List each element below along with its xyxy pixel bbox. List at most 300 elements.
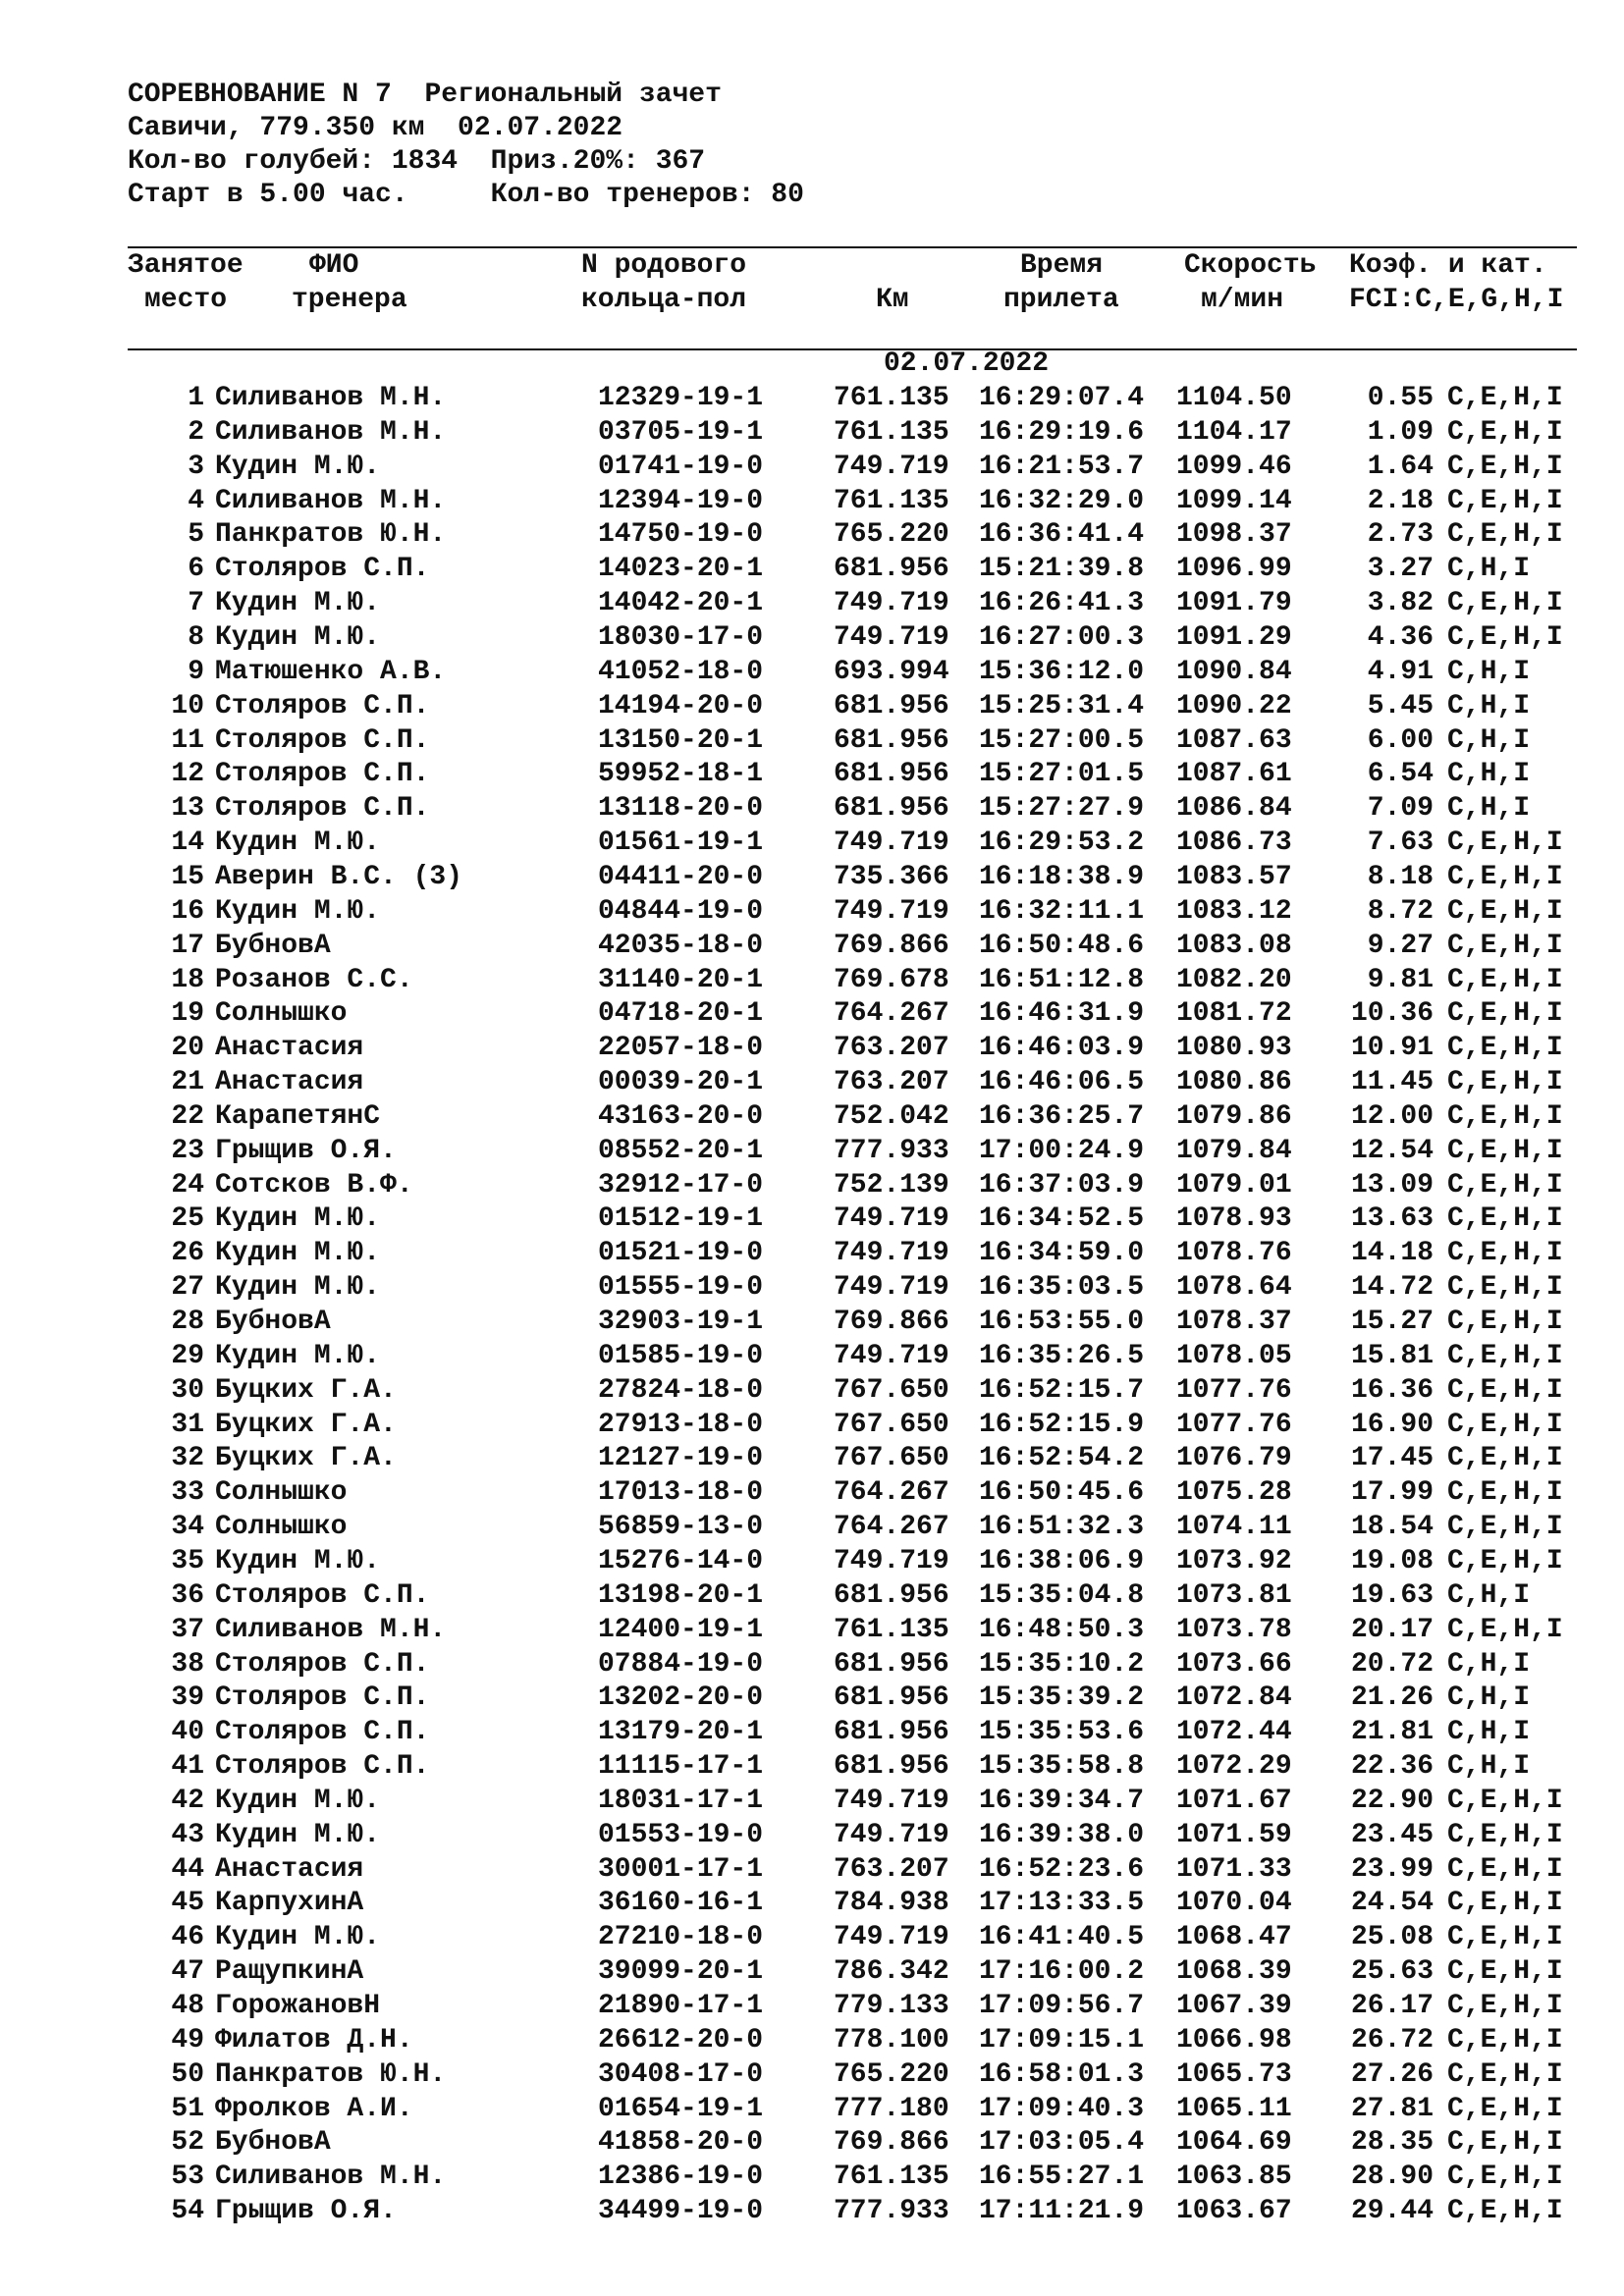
distance-cell: 681.956 bbox=[834, 793, 949, 825]
distance-cell: 767.650 bbox=[834, 1443, 949, 1474]
arrival-time-cell: 15:35:53.6 bbox=[979, 1717, 1145, 1748]
pigeon-count: Кол-во голубей: 1834 Приз.20%: 367 bbox=[128, 146, 706, 177]
distance-cell: 735.366 bbox=[834, 861, 949, 892]
coefficient-cell: 7.09 bbox=[1367, 793, 1434, 825]
category-cell: C,E,H,I bbox=[1447, 588, 1563, 619]
distance-cell: 777.933 bbox=[834, 1135, 949, 1166]
category-cell: C,E,H,I bbox=[1447, 1307, 1563, 1337]
trainer-name-cell: Кудин М.Ю. bbox=[215, 828, 381, 858]
ring-number-cell: 39099-20-1 bbox=[598, 1956, 764, 1988]
ring-number-cell: 08552-20-1 bbox=[598, 1135, 764, 1166]
ring-number-cell: 12329-19-1 bbox=[598, 383, 764, 413]
arrival-time-cell: 15:35:04.8 bbox=[979, 1579, 1145, 1611]
arrival-time-cell: 16:51:32.3 bbox=[979, 1512, 1145, 1542]
distance-cell: 752.139 bbox=[834, 1169, 949, 1201]
distance-cell: 681.956 bbox=[834, 1648, 949, 1680]
trainer-name-cell: Грыщив О.Я. bbox=[215, 1135, 397, 1166]
trainer-name-cell: Фролков А.И. bbox=[215, 2093, 413, 2124]
ring-number-cell: 18030-17-0 bbox=[598, 622, 764, 653]
trainer-name-cell: КарпухинА bbox=[215, 1888, 364, 1919]
table-row bbox=[0, 1545, 1624, 1579]
distance-cell: 769.866 bbox=[834, 1307, 949, 1337]
ring-number-cell: 34499-19-0 bbox=[598, 2196, 764, 2227]
table-row bbox=[0, 1921, 1624, 1955]
place-cell: 25 bbox=[171, 1203, 204, 1235]
table-row bbox=[0, 2058, 1624, 2093]
category-cell: C,E,H,I bbox=[1447, 451, 1563, 482]
category-cell: C,E,H,I bbox=[1447, 1100, 1563, 1132]
place-cell: 52 bbox=[171, 2127, 204, 2159]
distance-cell: 749.719 bbox=[834, 1922, 949, 1953]
category-cell: C,E,H,I bbox=[1447, 519, 1563, 551]
arrival-time-cell: 16:21:53.7 bbox=[979, 451, 1145, 482]
speed-cell: 1082.20 bbox=[1176, 964, 1292, 995]
category-cell: C,E,H,I bbox=[1447, 1853, 1563, 1885]
speed-cell: 1072.84 bbox=[1176, 1682, 1292, 1714]
ring-number-cell: 04411-20-0 bbox=[598, 861, 764, 892]
trainer-name-cell: Столяров С.П. bbox=[215, 1751, 430, 1782]
speed-cell: 1083.08 bbox=[1176, 930, 1292, 961]
place-cell: 35 bbox=[171, 1545, 204, 1576]
trainer-name-cell: Столяров С.П. bbox=[215, 724, 430, 756]
table-row bbox=[0, 1887, 1624, 1921]
table-row bbox=[0, 2093, 1624, 2127]
arrival-time-cell: 15:21:39.8 bbox=[979, 554, 1145, 585]
distance-cell: 749.719 bbox=[834, 622, 949, 653]
distance-cell: 765.220 bbox=[834, 519, 949, 551]
trainer-name-cell: Силиванов М.Н. bbox=[215, 383, 447, 413]
speed-cell: 1086.73 bbox=[1176, 828, 1292, 858]
speed-cell: 1079.84 bbox=[1176, 1135, 1292, 1166]
table-row bbox=[0, 1682, 1624, 1716]
place-cell: 6 bbox=[188, 554, 204, 585]
speed-cell: 1078.05 bbox=[1176, 1340, 1292, 1371]
distance-cell: 749.719 bbox=[834, 1203, 949, 1235]
category-cell: C,E,H,I bbox=[1447, 1785, 1563, 1816]
coefficient-cell: 24.54 bbox=[1350, 1888, 1434, 1919]
ring-number-cell: 15276-14-0 bbox=[598, 1545, 764, 1576]
distance-cell: 681.956 bbox=[834, 1682, 949, 1714]
speed-cell: 1078.64 bbox=[1176, 1272, 1292, 1304]
coefficient-cell: 18.54 bbox=[1350, 1512, 1434, 1542]
distance-cell: 778.100 bbox=[834, 2024, 949, 2056]
table-row bbox=[0, 621, 1624, 656]
distance-cell: 693.994 bbox=[834, 656, 949, 687]
speed-cell: 1096.99 bbox=[1176, 554, 1292, 585]
place-cell: 38 bbox=[171, 1648, 204, 1680]
category-cell: C,H,I bbox=[1447, 759, 1531, 790]
trainer-name-cell: БубновА bbox=[215, 1307, 331, 1337]
category-cell: C,E,H,I bbox=[1447, 1169, 1563, 1201]
ring-number-cell: 13179-20-1 bbox=[598, 1717, 764, 1748]
coefficient-cell: 0.55 bbox=[1367, 383, 1434, 413]
table-row bbox=[0, 1750, 1624, 1785]
ring-number-cell: 14194-20-0 bbox=[598, 690, 764, 721]
arrival-time-cell: 16:46:03.9 bbox=[979, 1033, 1145, 1064]
trainer-name-cell: Солнышко bbox=[215, 1512, 348, 1542]
arrival-time-cell: 16:51:12.8 bbox=[979, 964, 1145, 995]
category-cell: C,H,I bbox=[1447, 1579, 1531, 1611]
trainer-name-cell: Силиванов М.Н. bbox=[215, 485, 447, 516]
col-place-header-1: Занятое bbox=[128, 250, 244, 281]
arrival-time-cell: 16:29:53.2 bbox=[979, 828, 1145, 858]
place-cell: 31 bbox=[171, 1409, 204, 1440]
distance-cell: 749.719 bbox=[834, 828, 949, 858]
category-cell: C,E,H,I bbox=[1447, 1545, 1563, 1576]
category-cell: C,H,I bbox=[1447, 1751, 1531, 1782]
trainer-name-cell: Буцких Г.А. bbox=[215, 1443, 397, 1474]
trainer-name-cell: БубновА bbox=[215, 2127, 331, 2159]
category-cell: C,E,H,I bbox=[1447, 1443, 1563, 1474]
ring-number-cell: 41858-20-0 bbox=[598, 2127, 764, 2159]
coefficient-cell: 13.09 bbox=[1350, 1169, 1434, 1201]
speed-cell: 1078.76 bbox=[1176, 1238, 1292, 1269]
trainer-name-cell: Филатов Д.Н. bbox=[215, 2024, 413, 2056]
ring-number-cell: 04844-19-0 bbox=[598, 895, 764, 927]
coefficient-cell: 6.00 bbox=[1367, 724, 1434, 756]
coefficient-cell: 29.44 bbox=[1350, 2196, 1434, 2227]
trainer-name-cell: Кудин М.Ю. bbox=[215, 1819, 381, 1850]
trainer-name-cell: Солнышко bbox=[215, 1477, 348, 1509]
speed-cell: 1099.14 bbox=[1176, 485, 1292, 516]
distance-cell: 749.719 bbox=[834, 588, 949, 619]
table-row bbox=[0, 1819, 1624, 1853]
category-cell: C,E,H,I bbox=[1447, 1033, 1563, 1064]
ring-number-cell: 01741-19-0 bbox=[598, 451, 764, 482]
category-cell: C,H,I bbox=[1447, 793, 1531, 825]
table-row bbox=[0, 1237, 1624, 1271]
category-cell: C,E,H,I bbox=[1447, 1991, 1563, 2021]
arrival-time-cell: 16:35:26.5 bbox=[979, 1340, 1145, 1371]
category-cell: C,E,H,I bbox=[1447, 2058, 1563, 2090]
table-row bbox=[0, 861, 1624, 895]
arrival-time-cell: 16:52:54.2 bbox=[979, 1443, 1145, 1474]
category-cell: C,E,H,I bbox=[1447, 964, 1563, 995]
coefficient-cell: 7.63 bbox=[1367, 828, 1434, 858]
table-row bbox=[0, 724, 1624, 759]
table-row bbox=[0, 758, 1624, 792]
distance-cell: 765.220 bbox=[834, 2058, 949, 2090]
arrival-time-cell: 16:34:52.5 bbox=[979, 1203, 1145, 1235]
place-cell: 16 bbox=[171, 895, 204, 927]
ring-number-cell: 13202-20-0 bbox=[598, 1682, 764, 1714]
category-cell: C,E,H,I bbox=[1447, 2127, 1563, 2159]
arrival-time-cell: 16:34:59.0 bbox=[979, 1238, 1145, 1269]
speed-cell: 1090.22 bbox=[1176, 690, 1292, 721]
table-row bbox=[0, 1271, 1624, 1306]
coefficient-cell: 9.81 bbox=[1367, 964, 1434, 995]
place-cell: 44 bbox=[171, 1853, 204, 1885]
place-cell: 48 bbox=[171, 1991, 204, 2021]
distance-cell: 749.719 bbox=[834, 1785, 949, 1816]
distance-cell: 763.207 bbox=[834, 1033, 949, 1064]
category-cell: C,E,H,I bbox=[1447, 2093, 1563, 2124]
trainer-name-cell: Кудин М.Ю. bbox=[215, 622, 381, 653]
coefficient-cell: 12.00 bbox=[1350, 1100, 1434, 1132]
speed-cell: 1068.39 bbox=[1176, 1956, 1292, 1988]
table-row bbox=[0, 1614, 1624, 1648]
col-ring-header-2: кольца-пол bbox=[581, 285, 747, 315]
table-row bbox=[0, 1409, 1624, 1443]
col-coef-header-2: FCI:C,E,G,H,I bbox=[1349, 285, 1564, 315]
place-cell: 23 bbox=[171, 1135, 204, 1166]
trainer-name-cell: Столяров С.П. bbox=[215, 1682, 430, 1714]
coefficient-cell: 22.36 bbox=[1350, 1751, 1434, 1782]
arrival-time-cell: 17:00:24.9 bbox=[979, 1135, 1145, 1166]
speed-cell: 1080.93 bbox=[1176, 1033, 1292, 1064]
place-cell: 27 bbox=[171, 1272, 204, 1304]
coefficient-cell: 28.35 bbox=[1350, 2127, 1434, 2159]
trainer-name-cell: Кудин М.Ю. bbox=[215, 1545, 381, 1576]
distance-cell: 777.180 bbox=[834, 2093, 949, 2124]
place-cell: 53 bbox=[171, 2162, 204, 2193]
coefficient-cell: 14.18 bbox=[1350, 1238, 1434, 1269]
coefficient-cell: 1.09 bbox=[1367, 416, 1434, 448]
coefficient-cell: 5.45 bbox=[1367, 690, 1434, 721]
place-cell: 40 bbox=[171, 1717, 204, 1748]
col-ring-header-1: N родового bbox=[581, 250, 747, 281]
speed-cell: 1064.69 bbox=[1176, 2127, 1292, 2159]
table-row bbox=[0, 1306, 1624, 1340]
trainer-name-cell: Кудин М.Ю. bbox=[215, 895, 381, 927]
trainer-name-cell: Столяров С.П. bbox=[215, 1579, 430, 1611]
arrival-time-cell: 17:13:33.5 bbox=[979, 1888, 1145, 1919]
speed-cell: 1090.84 bbox=[1176, 656, 1292, 687]
coefficient-cell: 23.99 bbox=[1350, 1853, 1434, 1885]
ring-number-cell: 12386-19-0 bbox=[598, 2162, 764, 2193]
coefficient-cell: 14.72 bbox=[1350, 1272, 1434, 1304]
coefficient-cell: 26.72 bbox=[1350, 2024, 1434, 2056]
ring-number-cell: 43163-20-0 bbox=[598, 1100, 764, 1132]
trainer-name-cell: Сотсков В.Ф. bbox=[215, 1169, 413, 1201]
col-coef-header-1: Коэф. и кат. bbox=[1349, 250, 1547, 281]
speed-cell: 1071.59 bbox=[1176, 1819, 1292, 1850]
place-cell: 20 bbox=[171, 1033, 204, 1064]
coefficient-cell: 27.81 bbox=[1350, 2093, 1434, 2124]
category-cell: C,H,I bbox=[1447, 690, 1531, 721]
trainer-name-cell: Грыщив О.Я. bbox=[215, 2196, 397, 2227]
trainer-name-cell: РащупкинА bbox=[215, 1956, 364, 1988]
table-row bbox=[0, 485, 1624, 519]
arrival-time-cell: 15:27:01.5 bbox=[979, 759, 1145, 790]
table-row bbox=[0, 1202, 1624, 1237]
arrival-time-cell: 16:39:38.0 bbox=[979, 1819, 1145, 1850]
arrival-time-cell: 17:16:00.2 bbox=[979, 1956, 1145, 1988]
header-top-rule bbox=[128, 246, 1577, 248]
ring-number-cell: 22057-18-0 bbox=[598, 1033, 764, 1064]
place-cell: 10 bbox=[171, 690, 204, 721]
category-cell: C,E,H,I bbox=[1447, 1272, 1563, 1304]
arrival-time-cell: 15:35:39.2 bbox=[979, 1682, 1145, 1714]
distance-cell: 767.650 bbox=[834, 1374, 949, 1406]
coefficient-cell: 9.27 bbox=[1367, 930, 1434, 961]
speed-cell: 1078.37 bbox=[1176, 1307, 1292, 1337]
arrival-time-cell: 15:25:31.4 bbox=[979, 690, 1145, 721]
category-cell: C,E,H,I bbox=[1447, 1340, 1563, 1371]
place-cell: 28 bbox=[171, 1307, 204, 1337]
ring-number-cell: 12394-19-0 bbox=[598, 485, 764, 516]
ring-number-cell: 14750-19-0 bbox=[598, 519, 764, 551]
distance-cell: 784.938 bbox=[834, 1888, 949, 1919]
distance-cell: 767.650 bbox=[834, 1409, 949, 1440]
speed-cell: 1091.29 bbox=[1176, 622, 1292, 653]
speed-cell: 1063.85 bbox=[1176, 2162, 1292, 2193]
arrival-time-cell: 16:46:06.5 bbox=[979, 1067, 1145, 1097]
arrival-time-cell: 16:52:15.7 bbox=[979, 1374, 1145, 1406]
place-cell: 37 bbox=[171, 1614, 204, 1645]
arrival-time-cell: 17:09:15.1 bbox=[979, 2024, 1145, 2056]
ring-number-cell: 26612-20-0 bbox=[598, 2024, 764, 2056]
distance-cell: 786.342 bbox=[834, 1956, 949, 1988]
trainer-name-cell: КарапетянС bbox=[215, 1100, 381, 1132]
speed-cell: 1083.12 bbox=[1176, 895, 1292, 927]
category-cell: C,E,H,I bbox=[1447, 485, 1563, 516]
category-cell: C,E,H,I bbox=[1447, 1512, 1563, 1542]
speed-cell: 1073.92 bbox=[1176, 1545, 1292, 1576]
trainer-name-cell: Столяров С.П. bbox=[215, 793, 430, 825]
place-cell: 7 bbox=[188, 588, 204, 619]
speed-cell: 1081.72 bbox=[1176, 998, 1292, 1030]
speed-cell: 1077.76 bbox=[1176, 1409, 1292, 1440]
arrival-time-cell: 17:09:56.7 bbox=[979, 1991, 1145, 2021]
arrival-time-cell: 15:35:10.2 bbox=[979, 1648, 1145, 1680]
coefficient-cell: 21.26 bbox=[1350, 1682, 1434, 1714]
distance-cell: 681.956 bbox=[834, 554, 949, 585]
ring-number-cell: 04718-20-1 bbox=[598, 998, 764, 1030]
category-cell: C,H,I bbox=[1447, 554, 1531, 585]
arrival-time-cell: 16:55:27.1 bbox=[979, 2162, 1145, 2193]
place-cell: 34 bbox=[171, 1512, 204, 1542]
ring-number-cell: 42035-18-0 bbox=[598, 930, 764, 961]
table-row bbox=[0, 895, 1624, 930]
place-cell: 32 bbox=[171, 1443, 204, 1474]
coefficient-cell: 25.63 bbox=[1350, 1956, 1434, 1988]
table-row bbox=[0, 553, 1624, 587]
trainer-name-cell: Розанов С.С. bbox=[215, 964, 413, 995]
ring-number-cell: 56859-13-0 bbox=[598, 1512, 764, 1542]
speed-cell: 1086.84 bbox=[1176, 793, 1292, 825]
arrival-time-cell: 16:52:23.6 bbox=[979, 1853, 1145, 1885]
coefficient-cell: 17.99 bbox=[1350, 1477, 1434, 1509]
speed-cell: 1065.11 bbox=[1176, 2093, 1292, 2124]
trainer-name-cell: Кудин М.Ю. bbox=[215, 1203, 381, 1235]
ring-number-cell: 32903-19-1 bbox=[598, 1307, 764, 1337]
speed-cell: 1099.46 bbox=[1176, 451, 1292, 482]
trainer-name-cell: Кудин М.Ю. bbox=[215, 1785, 381, 1816]
category-cell: C,E,H,I bbox=[1447, 416, 1563, 448]
trainer-name-cell: Анастасия bbox=[215, 1853, 364, 1885]
arrival-time-cell: 16:39:34.7 bbox=[979, 1785, 1145, 1816]
table-row bbox=[0, 451, 1624, 485]
category-cell: C,E,H,I bbox=[1447, 1956, 1563, 1988]
table-row bbox=[0, 656, 1624, 690]
place-cell: 45 bbox=[171, 1888, 204, 1919]
ring-number-cell: 36160-16-1 bbox=[598, 1888, 764, 1919]
ring-number-cell: 30001-17-1 bbox=[598, 1853, 764, 1885]
coefficient-cell: 8.72 bbox=[1367, 895, 1434, 927]
category-cell: C,E,H,I bbox=[1447, 1135, 1563, 1166]
speed-cell: 1098.37 bbox=[1176, 519, 1292, 551]
distance-cell: 761.135 bbox=[834, 485, 949, 516]
category-cell: C,E,H,I bbox=[1447, 2024, 1563, 2056]
ring-number-cell: 31140-20-1 bbox=[598, 964, 764, 995]
ring-number-cell: 01512-19-1 bbox=[598, 1203, 764, 1235]
speed-cell: 1065.73 bbox=[1176, 2058, 1292, 2090]
ring-number-cell: 01654-19-1 bbox=[598, 2093, 764, 2124]
speed-cell: 1070.04 bbox=[1176, 1888, 1292, 1919]
speed-cell: 1072.29 bbox=[1176, 1751, 1292, 1782]
distance-cell: 749.719 bbox=[834, 1272, 949, 1304]
trainer-name-cell: Кудин М.Ю. bbox=[215, 451, 381, 482]
ring-number-cell: 17013-18-0 bbox=[598, 1477, 764, 1509]
competition-title: СОРЕВНОВАНИЕ N 7 Региональный зачет bbox=[128, 80, 722, 110]
speed-cell: 1104.17 bbox=[1176, 416, 1292, 448]
speed-cell: 1073.66 bbox=[1176, 1648, 1292, 1680]
coefficient-cell: 15.27 bbox=[1350, 1307, 1434, 1337]
trainer-name-cell: Анастасия bbox=[215, 1033, 364, 1064]
trainer-name-cell: Силиванов М.Н. bbox=[215, 1614, 447, 1645]
place-cell: 8 bbox=[188, 622, 204, 653]
ring-number-cell: 12400-19-1 bbox=[598, 1614, 764, 1645]
arrival-time-cell: 16:46:31.9 bbox=[979, 998, 1145, 1030]
table-row bbox=[0, 587, 1624, 621]
category-cell: C,E,H,I bbox=[1447, 1238, 1563, 1269]
category-cell: C,E,H,I bbox=[1447, 895, 1563, 927]
coefficient-cell: 12.54 bbox=[1350, 1135, 1434, 1166]
arrival-time-cell: 16:50:45.6 bbox=[979, 1477, 1145, 1509]
place-cell: 14 bbox=[171, 828, 204, 858]
coefficient-cell: 16.90 bbox=[1350, 1409, 1434, 1440]
distance-cell: 681.956 bbox=[834, 1717, 949, 1748]
arrival-time-cell: 16:53:55.0 bbox=[979, 1307, 1145, 1337]
category-cell: C,E,H,I bbox=[1447, 1888, 1563, 1919]
arrival-time-cell: 16:32:29.0 bbox=[979, 485, 1145, 516]
table-row bbox=[0, 1066, 1624, 1100]
start-and-trainers: Старт в 5.00 час. Кол-во тренеров: 80 bbox=[128, 180, 804, 210]
table-row bbox=[0, 1169, 1624, 1203]
coefficient-cell: 27.26 bbox=[1350, 2058, 1434, 2090]
arrival-time-cell: 16:29:19.6 bbox=[979, 416, 1145, 448]
arrival-time-cell: 16:35:03.5 bbox=[979, 1272, 1145, 1304]
place-cell: 49 bbox=[171, 2024, 204, 2056]
arrival-time-cell: 15:35:58.8 bbox=[979, 1751, 1145, 1782]
trainer-name-cell: Матюшенко А.В. bbox=[215, 656, 447, 687]
ring-number-cell: 30408-17-0 bbox=[598, 2058, 764, 2090]
category-cell: C,E,H,I bbox=[1447, 1477, 1563, 1509]
coefficient-cell: 13.63 bbox=[1350, 1203, 1434, 1235]
category-cell: C,E,H,I bbox=[1447, 383, 1563, 413]
coefficient-cell: 10.36 bbox=[1350, 998, 1434, 1030]
header-bottom-rule bbox=[128, 348, 1577, 350]
speed-cell: 1083.57 bbox=[1176, 861, 1292, 892]
arrival-time-cell: 15:27:27.9 bbox=[979, 793, 1145, 825]
distance-cell: 749.719 bbox=[834, 451, 949, 482]
place-cell: 17 bbox=[171, 930, 204, 961]
speed-cell: 1073.78 bbox=[1176, 1614, 1292, 1645]
place-cell: 36 bbox=[171, 1579, 204, 1611]
coefficient-cell: 19.63 bbox=[1350, 1579, 1434, 1611]
speed-cell: 1068.47 bbox=[1176, 1922, 1292, 1953]
table-row bbox=[0, 1442, 1624, 1476]
ring-number-cell: 07884-19-0 bbox=[598, 1648, 764, 1680]
coefficient-cell: 17.45 bbox=[1350, 1443, 1434, 1474]
trainer-name-cell: Кудин М.Ю. bbox=[215, 1272, 381, 1304]
col-place-header-2: место bbox=[144, 285, 228, 315]
table-row bbox=[0, 2126, 1624, 2161]
distance-cell: 681.956 bbox=[834, 1579, 949, 1611]
place-cell: 11 bbox=[171, 724, 204, 756]
trainer-name-cell: Буцких Г.А. bbox=[215, 1409, 397, 1440]
